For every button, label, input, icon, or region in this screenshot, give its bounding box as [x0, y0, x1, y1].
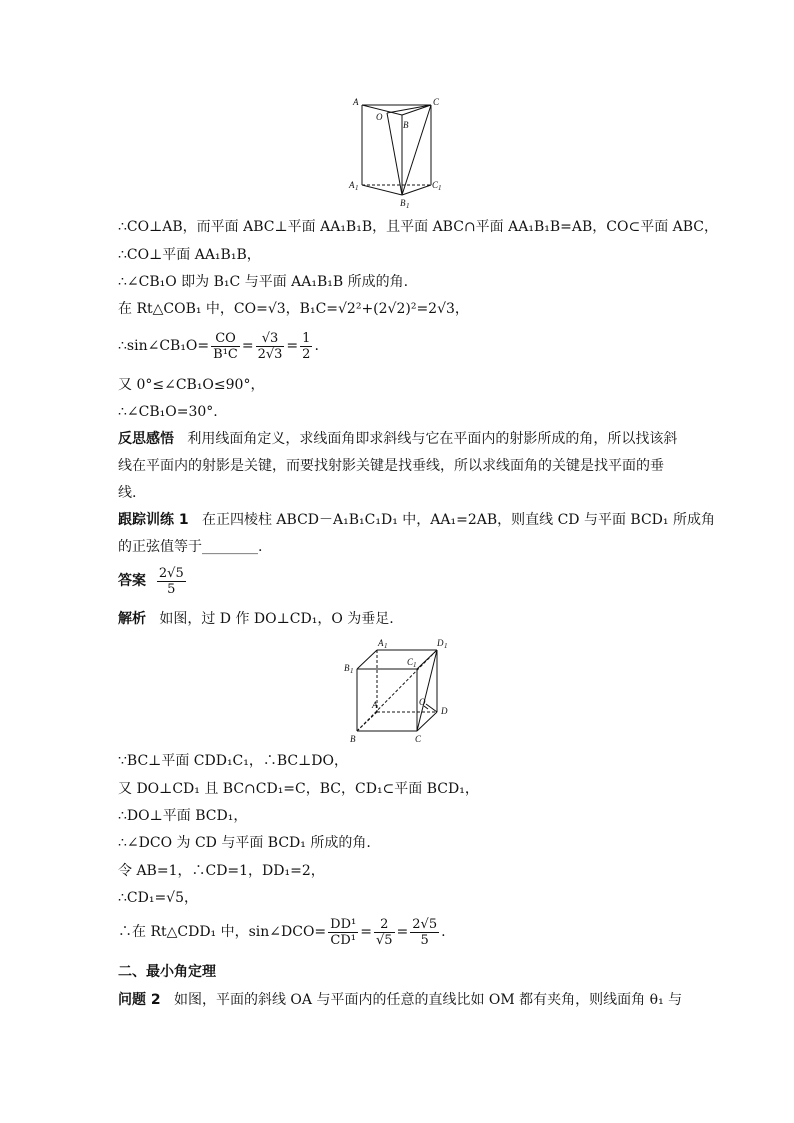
label-C: C — [415, 734, 422, 744]
reflection-title: 反思感悟 — [118, 431, 174, 447]
prism-figure — [345, 95, 445, 210]
label-B1: B — [400, 198, 406, 208]
label-A1: A — [349, 180, 355, 190]
fraction-denominator: 2 — [302, 346, 311, 362]
label-B1-sub: 1 — [406, 202, 410, 210]
label-A: A — [372, 700, 378, 710]
label-D: D — [441, 706, 448, 716]
label-C1-sub: 1 — [438, 184, 442, 192]
practice-line-2: 的正弦值等于________. — [118, 539, 263, 555]
equals-sign: = — [286, 338, 299, 354]
line-sin-calc — [118, 328, 319, 364]
analysis-label: 解析 — [118, 611, 146, 627]
line-angle-dco: ∴∠DCO 为 CD 与平面 BCD₁ 所成的角. — [118, 835, 371, 851]
problem2-line — [118, 991, 682, 1009]
fraction-numerator: 2√5 — [158, 565, 184, 581]
label-O: O — [419, 697, 426, 707]
analysis-text: 如图，过 D 作 DO⊥CD₁，O 为垂足. — [159, 611, 394, 627]
line-cd1: ∴CD₁=√5， — [118, 890, 199, 906]
fraction-dd1-cd1 — [328, 917, 358, 948]
line-co-perp-ab: ∴CO⊥AB，而平面 ABC⊥平面 AA₁B₁B，且平面 ABC∩平面 AA₁B₁B=AB，CO⊂平面 ABC， — [118, 219, 719, 235]
fraction-denominator: B¹C — [213, 346, 238, 362]
label-B: B — [403, 120, 409, 130]
line-bc-perp: ∵BC⊥平面 CDD₁C₁，∴BC⊥DO， — [118, 753, 349, 769]
label-B: B — [350, 734, 356, 744]
line-rt-triangle: 在 Rt△COB₁ 中，CO=√3，B₁C=√2²+(2√2)²=2√3， — [118, 301, 469, 317]
label-A1-sub: 1 — [355, 184, 359, 192]
period: . — [314, 338, 319, 354]
equals-sign: = — [241, 338, 254, 354]
answer-label: 答案 — [118, 573, 146, 589]
line-sin-dco — [118, 914, 446, 950]
fraction-numerator: DD¹ — [330, 916, 357, 932]
label-D1: D — [437, 638, 444, 648]
label-A1-sub: 1 — [384, 642, 388, 650]
fraction-numerator: 1 — [302, 330, 311, 346]
line-do-perp: 又 DO⊥CD₁ 且 BC∩CD₁=C，BC，CD₁⊂平面 BCD₁， — [118, 781, 479, 797]
fraction-root3 — [256, 331, 285, 362]
line-do-perp-plane: ∴DO⊥平面 BCD₁， — [118, 808, 248, 824]
fraction-2-root5 — [374, 917, 395, 948]
reflection-paragraph — [118, 426, 678, 507]
section-heading: 二、最小角定理 — [118, 964, 216, 980]
label-C1: C — [432, 180, 439, 190]
label-C1-sub: 1 — [413, 661, 417, 669]
cube-figure — [340, 636, 460, 748]
fraction-half — [300, 331, 312, 362]
fraction-denominator: 5 — [420, 932, 429, 948]
label-O: O — [376, 112, 383, 122]
period: . — [441, 924, 446, 940]
answer-fraction — [157, 566, 186, 597]
label-A: A — [353, 97, 359, 107]
practice-question: 在正四棱柱 ABCD－A₁B₁C₁D₁ 中，AA₁=2AB，则直线 CD 与平面 BCD₁ 所成角 — [201, 512, 715, 528]
line-let-ab: 令 AB=1，∴CD=1，DD₁=2， — [118, 863, 325, 879]
line-angle-result: ∴∠CB₁O=30°. — [118, 404, 218, 420]
fraction-numerator: √3 — [256, 331, 285, 347]
label-B1: B — [344, 663, 350, 673]
fraction-result — [410, 917, 439, 948]
fraction-denominator: √5 — [375, 932, 393, 948]
fraction-denominator: 2√3 — [257, 346, 283, 362]
equals-sign: = — [396, 924, 409, 940]
label-C1: C — [407, 657, 414, 667]
problem2-title: 问题 2 — [118, 992, 161, 1008]
fraction-numerator: CO — [211, 331, 240, 347]
line-angle-range: 又 0°≤∠CB₁O≤90°， — [118, 377, 265, 393]
practice-title: 跟踪训练 1 — [118, 512, 189, 528]
sin-prefix: ∴sin∠CB₁O= — [118, 338, 210, 354]
line-angle-def: ∴∠CB₁O 即为 B₁C 与平面 AA₁B₁B 所成的角. — [118, 274, 409, 290]
analysis-line — [118, 610, 394, 628]
line-co-perp-plane: ∴CO⊥平面 AA₁B₁B， — [118, 247, 261, 263]
fraction-numerator: 2 — [374, 917, 395, 933]
problem2-text: 如图，平面的斜线 OA 与平面内的任意的直线比如 OM 都有夹角，则线面角 θ₁ 与 — [173, 992, 683, 1008]
practice-line-1 — [118, 511, 715, 529]
label-D1-sub: 1 — [444, 642, 448, 650]
label-B1-sub: 1 — [350, 667, 354, 675]
fraction-denominator: CD¹ — [330, 932, 356, 948]
fraction-denominator: 5 — [167, 581, 176, 597]
fraction-co-b1c — [211, 331, 240, 362]
fraction-numerator: 2√5 — [412, 916, 438, 932]
equals-sign: = — [360, 924, 372, 940]
answer-line — [118, 563, 188, 599]
sin-dco-prefix: ∴在 Rt△CDD₁ 中，sin∠DCO= — [118, 924, 327, 940]
reflection-text: 利用线面角定义，求线面角即求斜线与它在平面内的射影所成的角，所以找该斜线在平面内的射影是关键，而要找射影关键是找垂线，所以求线面角的关键是找平面的垂线. — [118, 431, 678, 501]
label-A1: A — [378, 638, 384, 648]
label-C: C — [433, 97, 440, 107]
